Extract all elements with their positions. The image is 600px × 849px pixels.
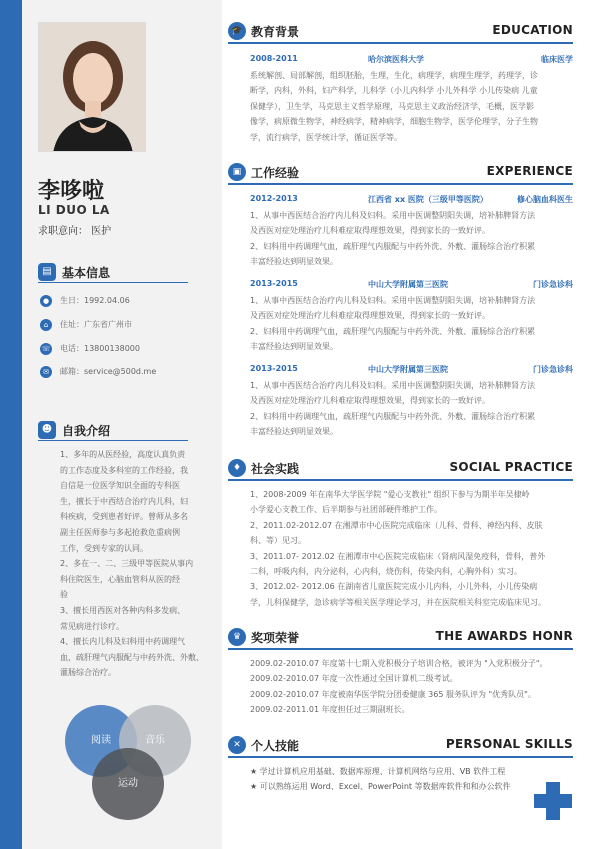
- self-intro-header: [38, 421, 188, 441]
- awards-text: 2009.02-2010.07 年度第十七期入党积极分子培训合格，被评为 "入党积极分子"。 2009.02-2010.07 年度一次性通过全国计算机二级考试。 2009.02-2010.07 年度被南华医学院分团委健康 365 服务队评为 "优秀队员"。 2009.02-2011.01 年度担任过三期副班长。: [250, 659, 548, 715]
- entry-org: 哈尔滨医科大学: [368, 55, 424, 64]
- experience-entry-text: 1、从事中西医结合治疗内儿科及妇科。采用中医调整阴阳失调，培补肺脾肾方法 及西医对症处理治疗儿科难症取得理想效果，得到家长的一致好评。 2、妇科用中药调理气血，疏肝理气内服配与中药外洗、外敷、灌肠综合治疗积累 丰富经验达到明显效果。: [250, 211, 536, 267]
- social-text: 1、2008-2009 年在南华大学医学院 "爱心支教社" 组织下参与为期半年吴棣岭 小学爱心支教工作、后半期参与社团部硬件维护工作。 2、2011.02-2012.07 在湘潭市中心医院完成临床（儿科、骨科、神经内科、皮肤 科、等）见习。 3、2011.07- 2012.02 在湘潭市中心医院完成临床（肾病风湿免疫科，骨科，普外 二科，呼吸内科，内分泌科，心内科，烧伤科，传染内科，心胸外科）实习。 3、2012.02- 2012.06 在湖南省儿童医院完成小儿内科，小儿外科，小儿传染病 学，儿科保健学，急诊病学等相关医学理论学习，并在医院相关科室完成临床见习。: [250, 490, 546, 607]
- intro-line: 2、多在一、二、三级甲等医院从事内: [60, 559, 194, 569]
- experience-header: [228, 163, 573, 185]
- intro-line: 自信是一位医学知识全面的专科医: [60, 481, 180, 491]
- experience-entry-head: 2013-2015 中山大学附属第三医院 门诊急诊科: [250, 364, 573, 374]
- experience-entry-text: 1、从事中西医结合治疗内儿科及妇科。采用中医调整阴阳失调，培补肺脾肾方法 及西医对症处理治疗儿科难症取得理想效果，得到家长的一致好评。 2、妇科用中药调理气血，疏肝理气内服配与中药外洗、外敷、灌肠综合治疗积累 丰富经验达到明显效果。: [250, 381, 536, 437]
- intro-line: 灌肠综合治疗。: [60, 668, 116, 678]
- hobby-music: 音乐: [119, 705, 191, 777]
- education-header: [228, 22, 573, 44]
- education-entry-head: [250, 54, 573, 66]
- info-phone: ☏ 电话：13800138000: [41, 344, 140, 353]
- intro-line: 生，擅长于中西结合治疗内儿科，妇: [60, 496, 188, 506]
- experience-entry-head: 2013-2015 中山大学附属第三医院 门诊急诊科: [250, 279, 573, 289]
- info-address: ⌂ 住址：广东省广州市: [60, 318, 132, 332]
- intro-line: 科住院医生，心脑血管科从医的经: [60, 574, 180, 584]
- info-birthday: ● 生日：1992.04.06: [60, 294, 130, 308]
- profile-photo: [38, 22, 146, 152]
- flame-icon: ♦: [228, 459, 246, 477]
- intro-line: 工作，受到专家的认同。: [60, 543, 148, 553]
- basic-info-header: [38, 263, 188, 283]
- experience-title-en: EXPERIENCE: [486, 164, 573, 178]
- education-title: 教育背景: [251, 25, 300, 39]
- experience-entry-head: 2012-2013 江西省 xx 医院（三级甲等医院） 修心脑血科医生: [250, 194, 573, 204]
- hobby-reading: 阅读: [65, 705, 137, 777]
- right-column: [228, 0, 583, 849]
- entry-role: 临床医学: [541, 55, 573, 64]
- briefcase-icon: ▣: [228, 163, 246, 181]
- social-header: [228, 459, 573, 481]
- self-intro-title: 自我介绍: [62, 424, 111, 438]
- hobbies-venn: [55, 700, 205, 830]
- awards-title: 奖项荣誉: [251, 631, 300, 645]
- skills-title: 个人技能: [251, 739, 300, 753]
- left-accent-bar: [0, 0, 22, 849]
- skills-title-en: PERSONAL SKILLS: [445, 737, 573, 751]
- mail-icon: ✉: [40, 366, 52, 378]
- entry-date: 2008-2011: [250, 54, 298, 63]
- person-name: 李哆啦: [38, 179, 105, 204]
- info-email[interactable]: ✉ 邮箱：service@500d.me: [60, 365, 156, 379]
- hobby-sports: 运动: [92, 748, 164, 820]
- phone-icon: ☏: [41, 345, 51, 353]
- skills-header: [228, 736, 573, 758]
- tools-icon: ✕: [228, 736, 246, 754]
- trophy-icon: ♛: [228, 628, 246, 646]
- intro-line: 的工作态度及多科室的工作经验，我: [60, 465, 188, 475]
- intro-line: 验: [60, 590, 68, 600]
- job-intent: 求职意向： 医护: [38, 226, 112, 237]
- awards-title-en: THE AWARDS HONR: [435, 629, 573, 643]
- education-text: 系统解剖、局部解剖，组织胚胎，生理，生化，病理学，病理生理学，药理学，诊 断学，内科，外科，妇产科学，儿科学（小儿内科学 小儿外科学 小儿传染病 儿童 保健学），卫生学，马克思主义哲学原理，马克思主义政治经济学，毛概，医学影 像学，病原微生物学，神经病学，精神病学，细胞生物学，医学伦理学，分子生物 学，流行病学，医学统计学，循证医学等。: [250, 71, 538, 142]
- medical-cross-icon: [534, 782, 572, 820]
- id-card-icon: ▤: [38, 263, 56, 281]
- graduation-cap-icon: 🎓: [228, 22, 246, 40]
- basic-info-title: 基本信息: [62, 266, 111, 280]
- intro-line: 常见病进行诊疗。: [60, 621, 124, 631]
- experience-title: 工作经验: [251, 166, 300, 180]
- self-intro-text: [60, 447, 208, 681]
- person-name-en: LI DUO LA: [38, 203, 110, 217]
- social-title: 社会实践: [251, 462, 300, 476]
- intro-line: 3、擅长用西医对各种内科多发病、: [60, 605, 186, 615]
- people-icon: ☻: [38, 421, 56, 439]
- intro-line: 1、多年的从医经验，高度认真负责: [60, 450, 186, 459]
- skills-text: ★ 学过计算机应用基础、数据库原理、计算机网络与应用、VB 软件工程 ★ 可以熟练运用 Word、Excel、PowerPoint 等数据库软件和和办公软件: [250, 767, 511, 792]
- intro-line: 副主任医师参与多起抢救危重病例: [60, 527, 180, 537]
- intro-line: 4、擅长内儿科及妇科用中药调理气: [60, 637, 186, 647]
- user-icon: ●: [40, 295, 52, 307]
- awards-header: [228, 628, 573, 650]
- intro-line: 科疾病，受到患者好评。曾师从多名: [60, 512, 188, 522]
- social-title-en: SOCIAL PRACTICE: [449, 460, 573, 474]
- home-icon: ⌂: [40, 319, 52, 331]
- intro-line: 血，疏肝理气内服配与中药外洗、外敷、: [60, 652, 204, 662]
- experience-entry-text: 1、从事中西医结合治疗内儿科及妇科。采用中医调整阴阳失调，培补肺脾肾方法 及西医对症处理治疗儿科难症取得理想效果，得到家长的一致好评。 2、妇科用中药调理气血，疏肝理气内服配与中药外洗、外敷、灌肠综合治疗积累 丰富经验达到明显效果。: [250, 296, 536, 352]
- education-title-en: EDUCATION: [492, 23, 573, 37]
